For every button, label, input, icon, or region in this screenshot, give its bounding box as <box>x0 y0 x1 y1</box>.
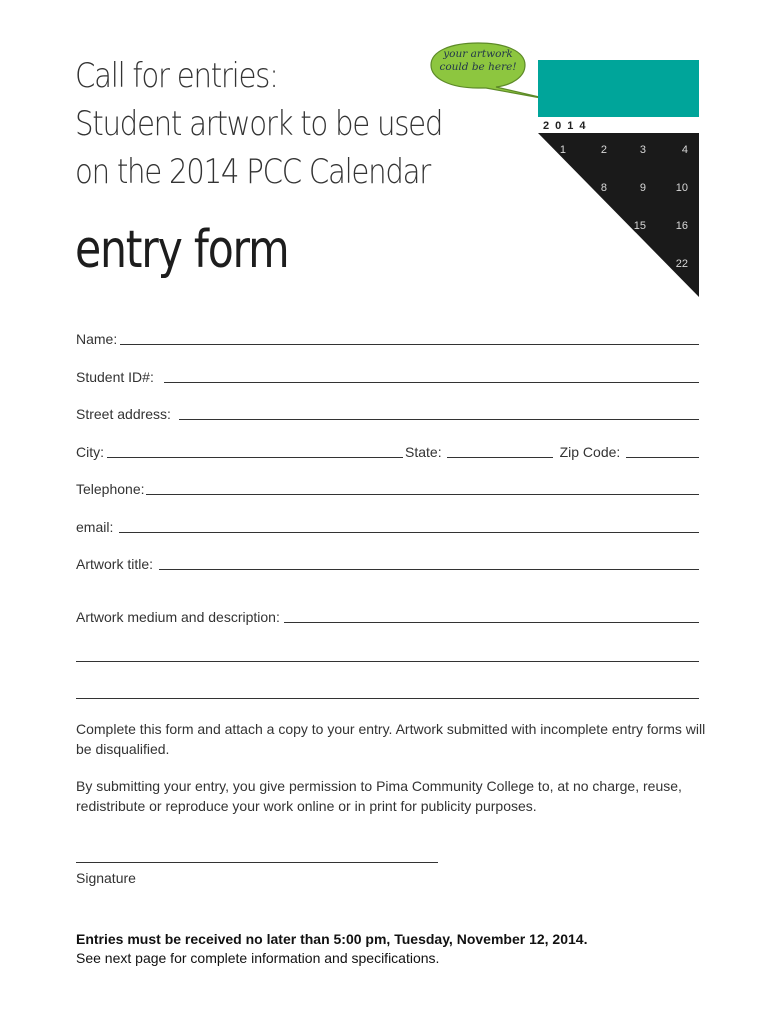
name-field-row <box>76 328 699 348</box>
student-id-field[interactable] <box>164 382 699 383</box>
email-label: email: <box>76 519 114 535</box>
city-field[interactable] <box>107 457 403 458</box>
student-id-field-row <box>76 366 699 386</box>
artwork-medium-label: Artwork medium and description: <box>76 609 280 625</box>
calendar-day-1: 1 <box>559 144 566 156</box>
speech-bubble <box>430 42 526 88</box>
telephone-field[interactable] <box>146 494 699 495</box>
calendar-day-4: 4 <box>681 144 688 156</box>
email-field-row <box>76 516 699 536</box>
artwork-description-line-2[interactable] <box>76 661 699 662</box>
artwork-description-line-3[interactable] <box>76 698 699 699</box>
signature-field[interactable] <box>76 862 438 863</box>
state-field[interactable] <box>447 457 553 458</box>
telephone-field-row <box>76 478 699 498</box>
see-next-page-note: See next page for complete information and specifications. <box>76 950 440 966</box>
speech-bubble-text <box>430 48 526 74</box>
calendar-day-9: 9 <box>639 182 646 194</box>
artwork-title-label: Artwork title: <box>76 556 154 572</box>
title-line-1: Call for entries: <box>75 56 278 96</box>
state-label: State: <box>405 444 442 460</box>
signature-label: Signature <box>76 870 136 886</box>
complete-form-instructions: Complete this form and attach a copy to your entry. Artwork submitted with incomplete entry forms will be disqualified. <box>76 721 706 757</box>
city-label: City: <box>76 444 104 460</box>
calendar-triangle <box>538 133 700 299</box>
deadline-notice: Entries must be received no later than 5:00 pm, Tuesday, November 12, 2014. <box>76 931 588 947</box>
title-line-3: on the 2014 PCC Calendar <box>75 152 430 192</box>
permission-statement: By submitting your entry, you give permission to Pima Community College to, at no charge, reuse, redistribute or reproduce your work online or in print for publicity purposes. <box>76 778 682 814</box>
calendar-day-3: 3 <box>639 144 646 156</box>
student-id-label: Student ID#: <box>76 369 154 385</box>
name-field[interactable] <box>120 344 699 345</box>
call-for-entries-title <box>75 52 443 196</box>
email-field[interactable] <box>119 532 699 533</box>
calendar-day-15: 15 <box>633 220 646 232</box>
calendar-day-10: 10 <box>675 182 688 194</box>
city-state-zip-row <box>76 441 699 461</box>
calendar-day-22: 22 <box>675 258 688 270</box>
entry-form-heading: entry form <box>75 220 289 280</box>
bubble-line-1: your artwork <box>443 48 513 60</box>
telephone-label: Telephone: <box>76 481 145 497</box>
zip-code-label: Zip Code: <box>559 444 621 460</box>
calendar-color-block <box>538 60 699 117</box>
street-address-field-row <box>76 403 699 423</box>
artwork-title-field-row <box>76 553 699 573</box>
calendar-day-8: 8 <box>600 182 607 194</box>
title-line-2: Student artwork to be used <box>75 104 443 144</box>
calendar-day-16: 16 <box>675 220 688 232</box>
calendar-day-2: 2 <box>600 144 607 156</box>
street-address-field[interactable] <box>179 419 699 420</box>
bubble-line-2: could be here! <box>439 61 517 73</box>
artwork-title-field[interactable] <box>159 569 699 570</box>
name-label: Name: <box>76 331 118 347</box>
calendar-triangle-shape <box>538 133 699 297</box>
zip-code-field[interactable] <box>626 457 699 458</box>
calendar-year: 2014 <box>543 120 592 132</box>
street-address-label: Street address: <box>76 406 171 422</box>
artwork-medium-field-row <box>76 606 699 626</box>
artwork-medium-field[interactable] <box>284 622 699 623</box>
